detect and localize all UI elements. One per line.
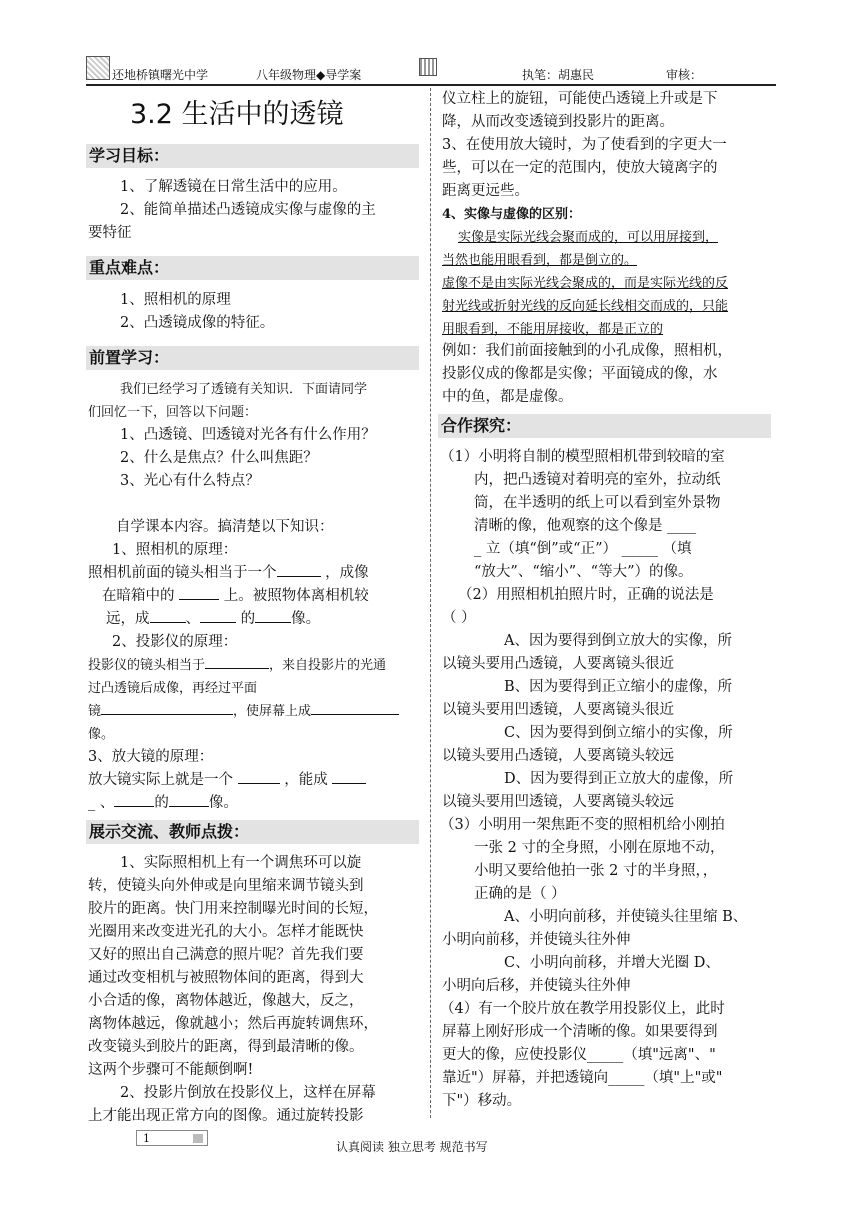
text: 像。 <box>208 795 238 811</box>
show-line-1: 1、实际照相机上有一个调焦环可以旋 <box>120 855 362 871</box>
blank-field[interactable] <box>150 608 186 623</box>
option-2b: B、因为要得到正立缩小的虚像，所 <box>504 679 733 695</box>
show-line-10: 这两个步骤可不能颠倒啊! <box>88 1062 254 1078</box>
option-2d-cont: 以镜头要用凹透镜，人要离镜头较远 <box>442 794 674 810</box>
footer-motto: 认真阅读 独立思考 规范书写 <box>336 1140 488 1154</box>
coop-line-8: （ ） <box>442 610 476 626</box>
page-header <box>86 56 776 86</box>
question-2: 2、什么是焦点？什么叫焦距？ <box>120 450 318 466</box>
page-number: 1 <box>143 1132 150 1145</box>
option-2a: A、因为要得到倒立放大的实像，所 <box>504 633 732 649</box>
projector-line-3 <box>88 700 399 723</box>
camera-principle: 1、照相机的原理： <box>112 542 238 558</box>
blank-field[interactable] <box>205 654 269 669</box>
header-divider <box>86 84 776 86</box>
right-line-5: 距离更远些。 <box>442 183 529 199</box>
page-title: 3.2 生活中的透镜 <box>130 99 344 130</box>
right-line-1: 仪立柱上的旋钮，可能使凸透镜上升或是下 <box>442 91 718 107</box>
magnifier-line-2 <box>88 792 238 815</box>
text: 在暗箱中的 <box>102 588 175 604</box>
show-line-12: 上才能出现正常方向的图像。通过旋转投影 <box>88 1108 364 1124</box>
option-2a-cont: 以镜头要用凸透镜，人要离镜头很近 <box>442 656 674 672</box>
coop-line-7: （2）用照相机拍照片时，正确的说法是 <box>458 587 714 603</box>
question-3: 3、光心有什么特点？ <box>120 473 260 489</box>
blank-field[interactable] <box>200 608 236 623</box>
question-1: 1、凸透镜、凹透镜对光各有什么作用？ <box>120 427 376 443</box>
page-number-box <box>136 1130 208 1146</box>
text: 上。被照物体离相机较 <box>223 588 369 604</box>
example-line-1: 例如：我们前面接触到的小孔成像，照相机， <box>442 343 732 359</box>
text: 放大镜实际上就是一个 <box>88 772 233 788</box>
option-3d-cont: 小明向后移，并使镜头往外伸 <box>442 978 631 994</box>
blank-field[interactable] <box>179 585 219 600</box>
coop-q3-line-2: 一张 2 寸的全身照，小刚在原地不动， <box>474 840 725 856</box>
image-difference-heading: 4、实像与虚像的区别： <box>442 207 582 222</box>
coop-q4-line-4: 靠近"）屏幕，并把透镜向_____（填"上"或" <box>442 1070 723 1086</box>
real-image-line-1: 实像是实际光线会聚而成的，可以用屏接到， <box>458 230 719 245</box>
text: 的 <box>240 611 256 627</box>
blank-field[interactable] <box>169 792 209 807</box>
camera-line-3 <box>106 608 320 631</box>
reviewer: 审核： <box>666 68 703 82</box>
blank-field[interactable] <box>311 700 399 715</box>
right-line-3: 3、在使用放大镜时，为了使看到的字更大一 <box>442 137 727 153</box>
show-line-7: 小合适的像，离物体越近，像越大，反之， <box>88 993 364 1009</box>
option-2d: D、因为要得到正立放大的虚像，所 <box>504 771 734 787</box>
school-name: 还地桥镇曙光中学 <box>112 68 209 82</box>
option-2b-cont: 以镜头要用凹透镜，人要离镜头很近 <box>442 702 674 718</box>
real-image-line-2: 当然也能用眼看到，都是倒立的。 <box>442 253 638 268</box>
right-line-4: 些，可以在一定的范围内，使放大镜离字的 <box>442 160 718 176</box>
text: 的 <box>154 795 169 811</box>
goal-2-cont: 要特征 <box>88 225 132 241</box>
text: ，能成 <box>284 772 328 788</box>
virtual-image-line-2: 射光线或折射光线的反向延长线相交而成的，只能 <box>442 299 729 314</box>
show-line-11: 2、投影片倒放在投影仪上，这样在屏幕 <box>120 1085 376 1101</box>
blank-field[interactable] <box>114 792 154 807</box>
camera-line-1 <box>88 562 369 585</box>
section-goals: 学习目标： <box>86 144 419 168</box>
blank-field[interactable] <box>277 562 321 577</box>
show-line-4: 光圈用来改变进光孔的大小。怎样才能既快 <box>88 924 364 940</box>
option-2c-cont: 以镜头要用凸透镜，人要离镜头较远 <box>442 748 674 764</box>
option-2c: C、因为要得到倒立缩小的实像，所 <box>504 725 733 741</box>
show-line-8: 离物体越远，像就越小；然后再旋转调焦环， <box>88 1016 378 1032</box>
coop-q3-line-3: 小明又要给他拍一张 2 寸的半身照，， <box>474 863 718 879</box>
pre-intro-cont: 们回忆一下，回答以下问题： <box>88 405 258 420</box>
course-name: 八年级物理◆导学案 <box>256 68 362 82</box>
projector-principle: 2、投影仪的原理： <box>112 634 238 650</box>
coop-q3-line-1: （3）小明用一架焦距不变的照相机给小刚拍 <box>440 817 725 833</box>
pre-intro: 我们已经学习了透镜有关知识．下面请同学 <box>120 382 368 397</box>
goal-1: 1、了解透镜在日常生活中的应用。 <box>120 179 347 195</box>
magnifier-line-1 <box>88 769 366 792</box>
right-line-2: 降，从而改变透镜到投影片的距离。 <box>442 114 674 130</box>
option-3cd: C、小明向前移，并增大光圈 D、 <box>504 955 720 971</box>
text: 像。 <box>291 611 321 627</box>
blank-field[interactable] <box>255 608 291 623</box>
goal-2: 2、能简单描述凸透镜成实像与虚像的主 <box>120 202 376 218</box>
coop-line-4: 清晰的像，他观察的这个像是 ____ <box>474 518 697 534</box>
projector-line-2: 过凸透镜后成像，再经过平面 <box>88 681 258 696</box>
option-3ab: A、小明向前移，并使镜头往里缩 B、 <box>504 909 748 925</box>
coop-line-6: “放大”、“缩小”、“等大”）的像。 <box>474 564 693 580</box>
text: ，使屏幕上成 <box>233 704 312 719</box>
projector-line-1 <box>88 654 386 677</box>
coop-line-3: 筒，在半透明的纸上可以看到室外景物 <box>474 495 721 511</box>
coop-line-1: （1）小明将自制的模型照相机带到较暗的室 <box>440 449 725 465</box>
key-2: 2、凸透镜成像的特征。 <box>120 315 275 331</box>
text: 镜 <box>88 704 102 719</box>
coop-q4-line-2: 屏幕上刚好形成一个清晰的像。如果要得到 <box>442 1024 718 1040</box>
blank-field[interactable] <box>238 769 280 784</box>
text: 投影仪的镜头相当于 <box>88 658 206 673</box>
show-line-5: 又好的照出自己满意的照片呢？首先我们要 <box>88 947 364 963</box>
show-line-3: 胶片的距离。快门用来控制曝光时间的长短， <box>88 901 378 917</box>
coop-line-2: 内，把凸透镜对着明亮的室外，拉动纸 <box>474 472 721 488</box>
coop-q4-line-5: 下"）移动。 <box>442 1093 522 1109</box>
coop-line-5: _ 立（填“倒”或“正”） _____ （填 <box>474 541 692 557</box>
page-tab-icon <box>193 1134 203 1143</box>
option-3b-cont: 小明向前移，并使镜头往外伸 <box>442 932 631 948</box>
magnifier-principle: 3、放大镜的原理： <box>88 749 214 765</box>
text: 、 <box>185 611 200 627</box>
school-logo-icon <box>86 56 110 80</box>
virtual-image-line-3: 用眼看到，不能用屏接收，都是正立的 <box>442 322 664 337</box>
self-study: 自学课本内容。搞清楚以下知识： <box>116 519 334 535</box>
text: ，来自投影片的光通 <box>269 658 387 673</box>
blank-field[interactable] <box>101 700 233 715</box>
virtual-image-line-1: 虚像不是由实际光线会聚成的，而是实际光线的反 <box>442 276 729 291</box>
projector-line-4: 像。 <box>88 727 115 742</box>
show-line-9: 改变镜头到胶片的距离，得到最清晰的像。 <box>88 1039 364 1055</box>
text: 远，成 <box>106 611 150 627</box>
coop-q4-line-1: （4）有一个胶片放在教学用投影仪上，此时 <box>440 1001 725 1017</box>
show-line-2: 转，使镜头向外伸或是向里缩来调节镜头到 <box>88 878 364 894</box>
text: 照相机前面的镜头相当于一个 <box>88 565 277 581</box>
key-1: 1、照相机的原理 <box>120 292 231 308</box>
camera-line-2 <box>102 585 369 608</box>
blank-field[interactable] <box>332 769 366 784</box>
example-line-3: 中的鱼，都是虚像。 <box>442 389 573 405</box>
section-key-points: 重点难点： <box>86 256 419 280</box>
coop-q3-line-4: 正确的是（ ） <box>474 886 566 902</box>
author: 执笔：胡惠民 <box>522 68 595 82</box>
example-line-2: 投影仪成的像都是实像；平面镜成的像，水 <box>442 366 718 382</box>
section-show-exchange: 展示交流、教师点拨： <box>86 820 419 844</box>
column-divider <box>430 88 431 1118</box>
text: ，成像 <box>325 565 369 581</box>
section-pre-study: 前置学习： <box>86 346 419 370</box>
coop-q4-line-3: 更大的像，应使投影仪_____（填"远离"、" <box>442 1047 716 1063</box>
section-cooperation: 合作探究： <box>438 414 771 438</box>
stamp-icon <box>419 58 437 76</box>
show-line-6: 通过改变相机与被照物体间的距离，得到大 <box>88 970 364 986</box>
text: _ 、 <box>88 795 115 811</box>
